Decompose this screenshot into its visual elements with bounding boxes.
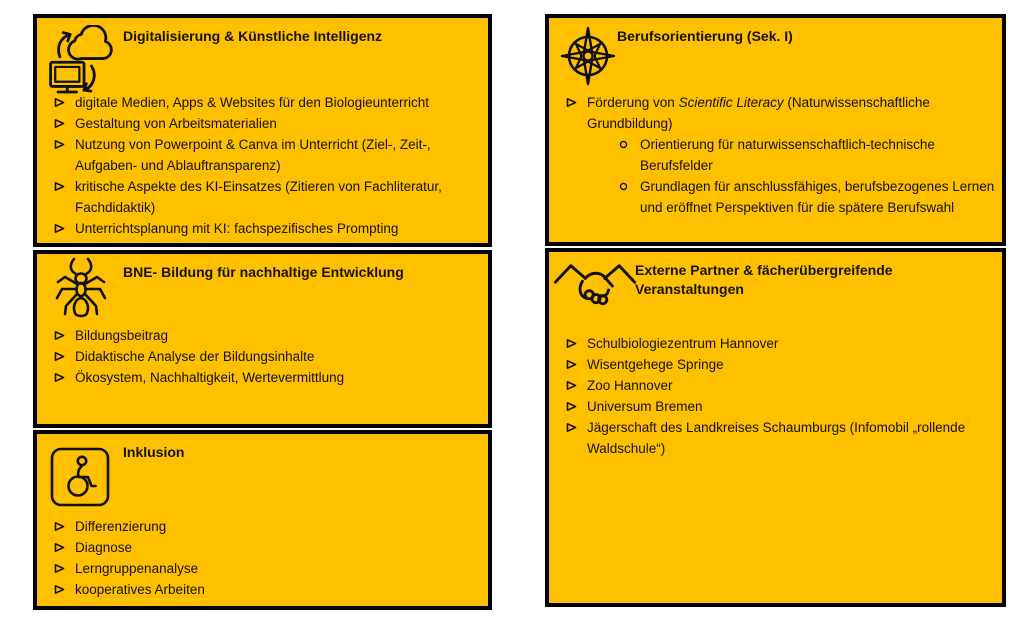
box-externe-partner xyxy=(545,248,1006,607)
ant-icon xyxy=(53,256,109,326)
bullet-text: digitale Medien, Apps & Websites für den Biologieunterricht xyxy=(75,95,429,110)
bullet-item xyxy=(37,176,488,218)
arrow-bullet-icon xyxy=(54,113,66,129)
bullet-list xyxy=(549,92,1002,218)
bullet-item xyxy=(549,333,1002,354)
bullet-item xyxy=(549,354,1002,375)
arrow-bullet-icon xyxy=(54,346,66,362)
bullet-text: Ökosystem, Nachhaltigkeit, Wertevermittlung xyxy=(75,370,345,385)
arrow-bullet-icon xyxy=(54,516,66,532)
bullet-item xyxy=(549,396,1002,417)
bullet-item xyxy=(37,579,488,600)
arrow-bullet-icon xyxy=(566,417,578,433)
bullet-text: kooperatives Arbeiten xyxy=(75,582,205,597)
box-title: Externe Partner & fächerübergreifende Veranstaltungen xyxy=(635,262,893,297)
bullet-text: Jägerschaft des Landkreises Schaumburgs (Infomobil „rollende Waldschule“) xyxy=(587,420,966,456)
bullet-item xyxy=(37,113,488,134)
box-title: BNE- Bildung für nachhaltige Entwicklung xyxy=(123,264,404,280)
bullet-text: Lerngruppenanalyse xyxy=(75,561,199,576)
box-inklusion xyxy=(33,430,492,610)
bullet-item xyxy=(37,218,488,239)
box-title: Inklusion xyxy=(123,444,185,460)
wheelchair-icon xyxy=(49,446,111,508)
bullet-text: Zoo Hannover xyxy=(587,378,673,393)
arrow-bullet-icon xyxy=(566,333,578,349)
bullet-text: Bildungsbeitrag xyxy=(75,328,169,343)
handshake-icon xyxy=(552,258,638,318)
box-berufsorientierung xyxy=(545,14,1006,246)
arrow-bullet-icon xyxy=(54,176,66,192)
arrow-bullet-icon xyxy=(54,218,66,234)
circle-bullet-icon xyxy=(619,134,631,149)
box-title: Berufsorientierung (Sek. I) xyxy=(617,28,793,44)
bullet-item xyxy=(549,375,1002,396)
bullet-item xyxy=(37,346,488,367)
bullet-item xyxy=(37,92,488,113)
arrow-bullet-icon xyxy=(54,134,66,150)
bullet-text: Unterrichtsplanung mit KI: fachspezifisches Prompting xyxy=(75,221,399,236)
bullet-item xyxy=(37,325,488,346)
compass-icon xyxy=(558,24,618,88)
arrow-bullet-icon xyxy=(54,367,66,383)
bullet-text: Wisentgehege Springe xyxy=(587,357,724,372)
bullet-item xyxy=(549,92,1002,134)
box-bne xyxy=(33,250,492,428)
bullet-text: Grundlagen für anschlussfähiges, berufsbezogenes Lernen und eröffnet Perspektiven für die spätere Berufswahl xyxy=(640,179,995,215)
bullet-text: Förderung von Scientific Literacy (Naturwissenschaftliche Grundbildung) xyxy=(587,95,930,131)
bullet-text: Nutzung von Powerpoint & Canva im Unterricht (Ziel-, Zeit-, Aufgaben- und Ablauftransparenz) xyxy=(75,137,431,173)
arrow-bullet-icon xyxy=(54,537,66,553)
left-column xyxy=(33,14,492,610)
bullet-item xyxy=(37,134,488,176)
arrow-bullet-icon xyxy=(566,92,578,108)
sub-bullet-item xyxy=(549,176,1002,218)
bullet-text: Didaktische Analyse der Bildungsinhalte xyxy=(75,349,315,364)
bullet-list xyxy=(549,333,1002,459)
bullet-text: Differenzierung xyxy=(75,519,167,534)
arrow-bullet-icon xyxy=(54,92,66,108)
sub-bullet-item xyxy=(549,134,1002,176)
bullet-text: Orientierung für naturwissenschaftlich-technische Berufsfelder xyxy=(640,137,935,173)
box-title: Digitalisierung & Künstliche Intelligenz xyxy=(123,28,383,44)
bullet-item xyxy=(37,537,488,558)
right-column xyxy=(545,14,1006,607)
arrow-bullet-icon xyxy=(54,579,66,595)
bullet-text: Schulbiologiezentrum Hannover xyxy=(587,336,779,351)
bullet-item xyxy=(549,417,1002,459)
bullet-item xyxy=(37,558,488,579)
bullet-text: Diagnose xyxy=(75,540,133,555)
bullet-item xyxy=(37,367,488,388)
arrow-bullet-icon xyxy=(54,325,66,341)
circle-bullet-icon xyxy=(619,176,631,191)
arrow-bullet-icon xyxy=(566,396,578,412)
arrow-bullet-icon xyxy=(566,354,578,370)
arrow-bullet-icon xyxy=(566,375,578,391)
bullet-text: Universum Bremen xyxy=(587,399,703,414)
bullet-text: kritische Aspekte des KI-Einsatzes (Zitieren von Fachliteratur, Fachdidaktik) xyxy=(75,179,442,215)
bullet-list xyxy=(37,516,488,600)
bullet-item xyxy=(37,516,488,537)
arrow-bullet-icon xyxy=(54,558,66,574)
bullet-text: Gestaltung von Arbeitsmaterialien xyxy=(75,116,277,131)
box-digitalisierung-ki xyxy=(33,14,492,247)
bullet-list xyxy=(37,325,488,388)
bullet-list xyxy=(37,92,488,239)
